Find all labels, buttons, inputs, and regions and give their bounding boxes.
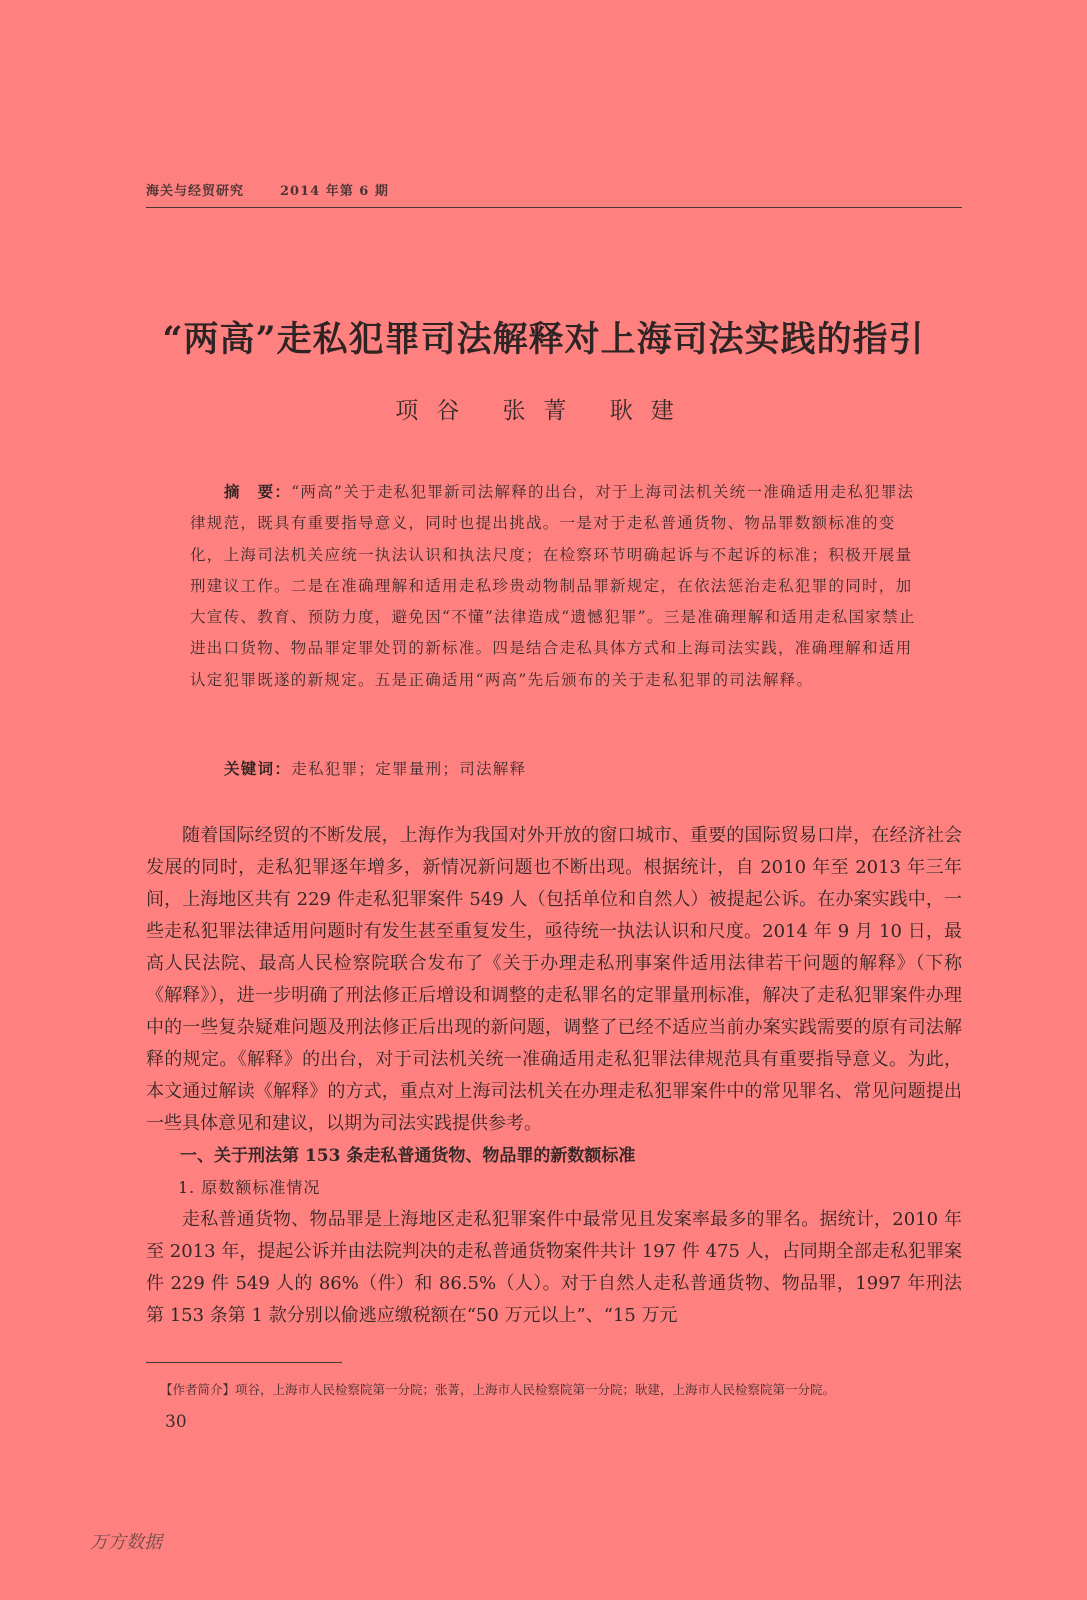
keywords-label: 关键词： xyxy=(224,759,292,778)
abstract-text: “两高”关于走私犯罪新司法解释的出台，对于上海司法机关统一准确适用走私犯罪法律规范，既具有重要指导意义，同时也提出挑战。一是对于走私普通货物、物品罪数额标准的变化，上海司法机关应统一执法认识和执法尺度；在检察环节明确起诉与不起诉的标准；积极开展量刑建议工作。二是在准确理解和适用走私珍贵动物制品罪新规定，在依法惩治走私犯罪的同时，加大宣传、教育、预防力度，避免因“不懂”法律造成“遗憾犯罪”。三是准确理解和适用走私国家禁止进出口货物、物品罪定罪处罚的新标准。四是结合走私具体方式和上海司法实践，准确理解和适用认定犯罪既遂的新规定。五是正确适用“两高”先后颁布的关于走私犯罪的司法解释。 xyxy=(190,483,916,689)
body-paragraph-2: 走私普通货物、物品罪是上海地区走私犯罪案件中最常见且发案率最多的罪名。据统计，2010 年至 2013 年，提起公诉并由法院判决的走私普通货物案件共计 197 件 475 人，占同期全部走私犯罪案件 229 件 549 人的 86%（件）和 86.5%（人）。对于自然人走私普通货物、物品罪，1997 年刑法第 153 条第 1 款分别以偷逃应缴税额在“50 万元以上”、“15 万元 xyxy=(146,1209,962,1326)
watermark-logo: 万方数据 xyxy=(90,1532,162,1553)
article-title: “两高”走私犯罪司法解释对上海司法实践的指引 xyxy=(162,319,925,360)
section-heading-1: 一、关于刑法第 153 条走私普通货物、物品罪的新数额标准 xyxy=(180,1146,636,1166)
page-number: 30 xyxy=(165,1412,187,1432)
author-footnote: 【作者简介】项谷，上海市人民检察院第一分院；张菁，上海市人民检察院第一分院；耿建，上海市人民检察院第一分院。 xyxy=(160,1382,836,1397)
running-header xyxy=(146,180,389,199)
keywords-text: 走私犯罪；定罪量刑；司法解释 xyxy=(291,760,527,778)
journal-name: 海关与经贸研究 xyxy=(146,184,245,199)
footnote-rule xyxy=(146,1362,342,1363)
article-body xyxy=(146,820,962,1332)
article-authors: 项谷 张菁 耿建 xyxy=(395,398,692,424)
journal-issue: 2014 年第 6 期 xyxy=(280,184,389,199)
abstract xyxy=(190,476,920,696)
abstract-label: 摘 要： xyxy=(224,482,292,501)
keywords xyxy=(224,757,526,779)
header-rule xyxy=(146,207,962,208)
subsection-heading-1: 1. 原数额标准情况 xyxy=(178,1178,321,1197)
body-paragraph-1: 随着国际经贸的不断发展，上海作为我国对外开放的窗口城市、重要的国际贸易口岸，在经济社会发展的同时，走私犯罪逐年增多，新情况新问题也不断出现。根据统计，自 2010 年至 2013 年三年间，上海地区共有 229 件走私犯罪案件 549 人（包括单位和自然人）被提起公诉。在办案实践中，一些走私犯罪法律适用问题时有发生甚至重复发生，亟待统一执法认识和尺度。2014 年 9 月 10 日，最高人民法院、最高人民检察院联合发布了《关于办理走私刑事案件适用法律若干问题的解释》（下称《解释》），进一步明确了刑法修正后增设和调整的走私罪名的定罪量刑标准，解决了走私犯罪案件办理中的一些复杂疑难问题及刑法修正后出现的新问题，调整了已经不适应当前办案实践需要的原有司法解释的规定。《解释》的出台，对于司法机关统一准确适用走私犯罪法律规范具有重要指导意义。为此，本文通过解读《解释》的方式，重点对上海司法机关在办理走私犯罪案件中的常见罪名、常见问题提出一些具体意见和建议，以期为司法实践提供参考。 xyxy=(146,825,962,1134)
